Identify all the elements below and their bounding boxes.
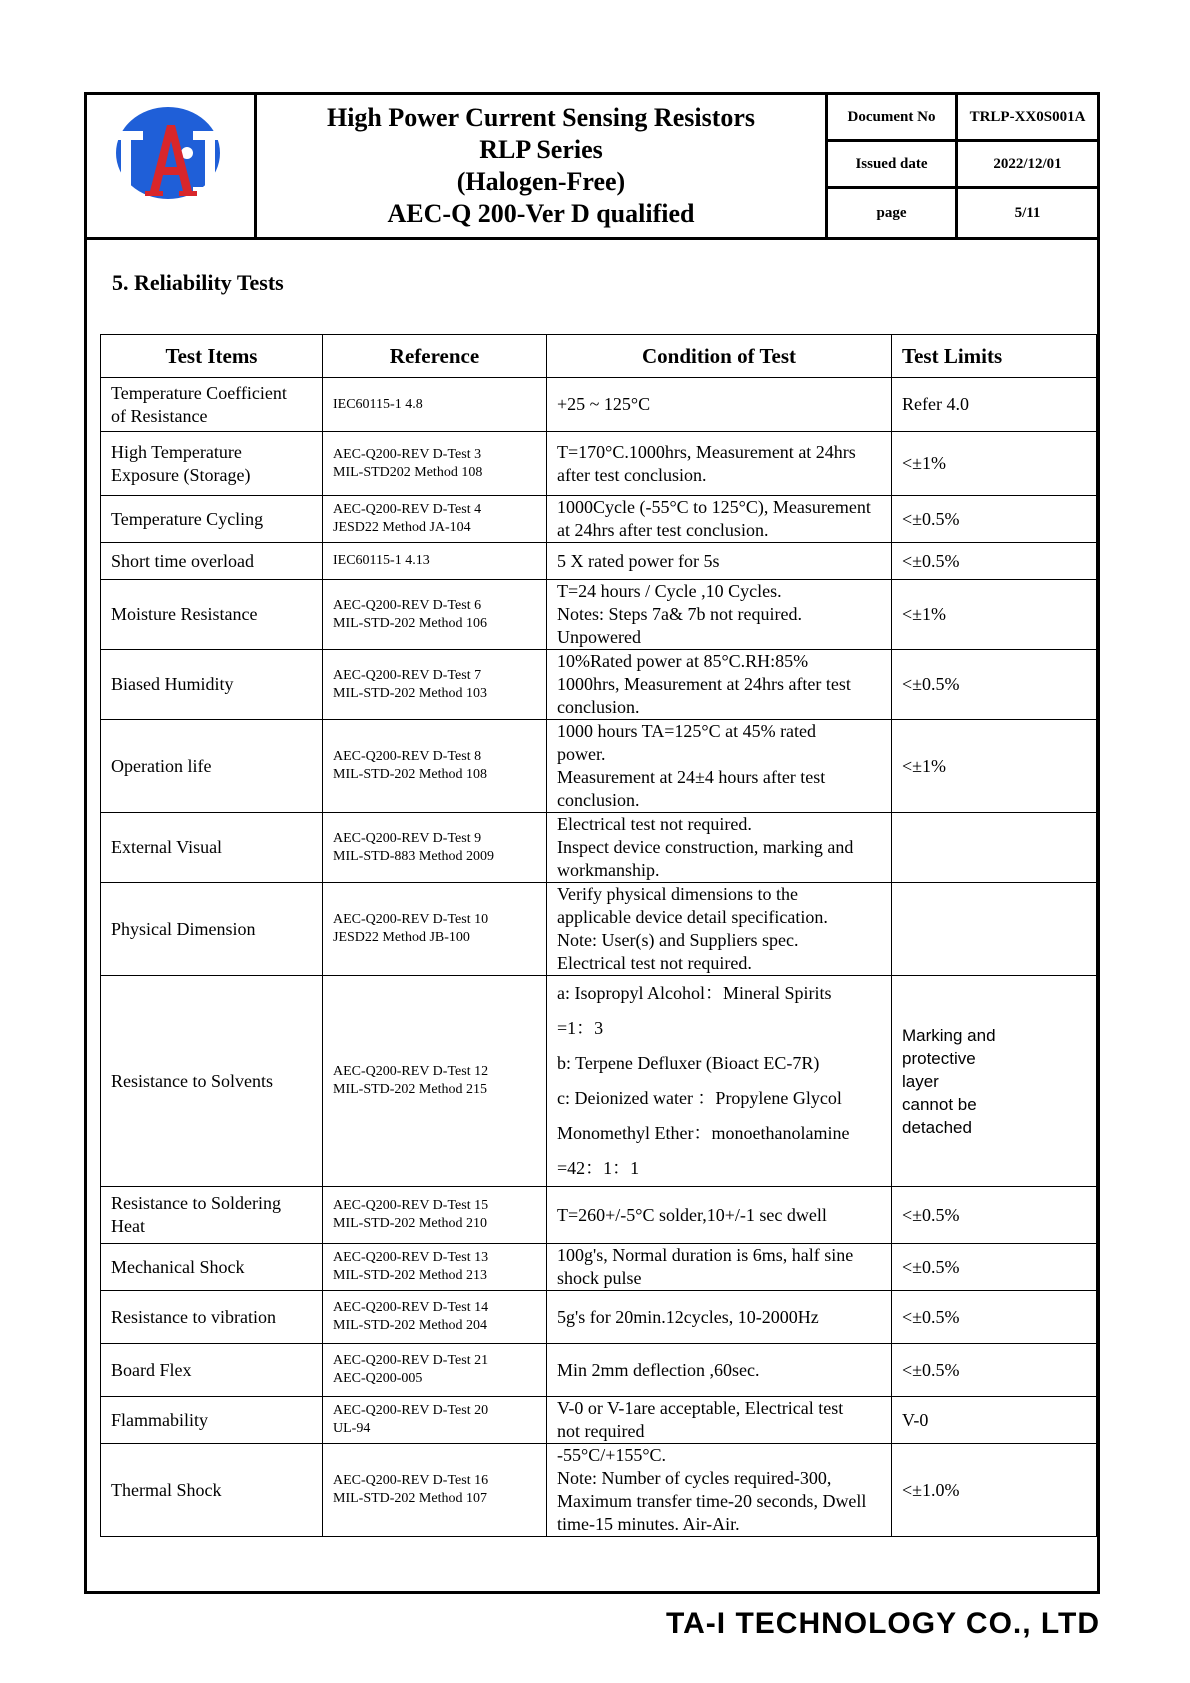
condition-line: Inspect device construction, marking and: [557, 837, 854, 857]
reference-cell: [323, 1187, 547, 1244]
condition-line: c: Deionized water ：Propylene Glycol: [557, 1088, 842, 1108]
title-line-4: AEC-Q 200-Ver D qualified: [387, 199, 695, 228]
condition-line: Note: Number of cycles required-300,: [557, 1468, 832, 1488]
document-number: TRLP-XX0S001A: [969, 108, 1086, 125]
condition-cell: [547, 432, 892, 496]
test-item-cell: [101, 976, 323, 1187]
table-row: [101, 1397, 1097, 1444]
condition-line: Measurement at 24±4 hours after test: [557, 767, 826, 787]
test-limit-cell: [892, 1187, 1097, 1244]
test-limit-line: <±1%: [902, 604, 947, 624]
condition-cell: [547, 580, 892, 650]
reference-line: UL-94: [333, 1421, 371, 1436]
test-limit-line: Refer 4.0: [902, 394, 969, 414]
reference-line: MIL-STD-202 Method 107: [333, 1491, 487, 1506]
condition-line: 10%Rated power at 85°C.RH:85%: [557, 651, 809, 671]
test-limit-cell: [892, 813, 1097, 883]
test-limit-line: layer: [902, 1071, 939, 1091]
test-limit-line: <±0.5%: [902, 508, 960, 529]
condition-cell: [547, 720, 892, 813]
reference-line: IEC60115-1 4.13: [333, 553, 430, 568]
condition-line: Min 2mm deflection ,60sec.: [557, 1359, 760, 1380]
test-item-cell: [101, 883, 323, 976]
condition-line: shock pulse: [557, 1268, 642, 1288]
test-limit-cell: [892, 650, 1097, 720]
table-row: [101, 1291, 1097, 1344]
reference-line: MIL-STD-202 Method 108: [333, 767, 487, 782]
table-row: [101, 720, 1097, 813]
reference-cell: [323, 496, 547, 543]
condition-cell: [547, 813, 892, 883]
table-header-row: [101, 335, 1097, 378]
test-item-cell: [101, 1244, 323, 1291]
test-item-line: External Visual: [111, 837, 223, 857]
section-title: 5. Reliability Tests: [112, 270, 284, 295]
condition-cell: [547, 1397, 892, 1444]
reference-line: MIL-STD202 Method 108: [333, 464, 483, 480]
condition-line: Electrical test not required.: [557, 814, 752, 834]
company-logo: [105, 105, 237, 217]
condition-cell: [547, 378, 892, 432]
condition-line: T=170°C.1000hrs, Measurement at 24hrs: [557, 441, 856, 462]
table-row: [101, 1444, 1097, 1537]
condition-line: a: Isopropyl Alcohol：Mineral Spirits: [557, 983, 832, 1003]
meta-label: page: [828, 189, 958, 237]
test-limit-cell: [892, 720, 1097, 813]
reference-line: MIL-STD-202 Method 103: [333, 685, 487, 701]
condition-line: 1000Cycle (-55°C to 125°C), Measurement: [557, 497, 871, 517]
table-row: [101, 432, 1097, 496]
condition-line: Unpowered: [557, 627, 641, 647]
reference-cell: [323, 976, 547, 1187]
table-row: [101, 976, 1097, 1187]
condition-line: =1：3: [557, 1018, 604, 1038]
test-item-line: Biased Humidity: [111, 674, 234, 694]
column-header: Condition of Test: [547, 335, 892, 378]
table-row: [101, 883, 1097, 976]
condition-line: workmanship.: [557, 860, 660, 880]
test-limit-line: <±0.5%: [902, 1256, 960, 1277]
test-item-line: Resistance to Soldering: [111, 1193, 281, 1213]
meta-row-document-no: [828, 95, 1097, 142]
test-limit-cell: [892, 1397, 1097, 1444]
condition-cell: [547, 1344, 892, 1397]
document-meta: [828, 95, 1097, 237]
test-item-line: Resistance to vibration: [111, 1306, 276, 1327]
condition-line: V-0 or V-1are acceptable, Electrical test: [557, 1398, 844, 1418]
condition-cell: [547, 650, 892, 720]
test-limit-line: cannot be: [902, 1094, 977, 1114]
condition-line: Notes: Steps 7a& 7b not required.: [557, 604, 802, 624]
reference-line: AEC-Q200-REV D-Test 10: [333, 912, 489, 927]
test-limit-line: Marking and: [902, 1025, 996, 1045]
reference-cell: [323, 720, 547, 813]
reference-cell: [323, 1291, 547, 1344]
test-limit-line: <±0.5%: [902, 1306, 960, 1327]
reference-line: MIL-STD-202 Method 215: [333, 1082, 487, 1097]
reference-line: AEC-Q200-REV D-Test 7: [333, 667, 482, 683]
test-item-cell: [101, 720, 323, 813]
test-item-line: Operation life: [111, 755, 212, 776]
reference-line: AEC-Q200-REV D-Test 15: [333, 1198, 489, 1213]
reference-line: AEC-Q200-REV D-Test 3: [333, 446, 482, 462]
condition-line: Maximum transfer time-20 seconds, Dwell: [557, 1491, 867, 1511]
test-limit-cell: [892, 432, 1097, 496]
title-line-3: (Halogen-Free): [456, 167, 626, 196]
test-item-cell: [101, 813, 323, 883]
table-row: [101, 1187, 1097, 1244]
column-header: Reference: [323, 335, 547, 378]
test-item-cell: [101, 1344, 323, 1397]
reference-line: MIL-STD-202 Method 106: [333, 615, 487, 631]
test-item-line: Thermal Shock: [111, 1479, 222, 1500]
test-limit-cell: [892, 1444, 1097, 1537]
reference-cell: [323, 1444, 547, 1537]
test-limit-line: protective: [902, 1048, 976, 1068]
document-header: [87, 95, 1097, 240]
table-row: [101, 1244, 1097, 1291]
company-footer: TA-I TECHNOLOGY CO., LTD: [666, 1607, 1100, 1640]
condition-cell: [547, 883, 892, 976]
logo-cell: [87, 95, 257, 237]
test-limit-cell: [892, 1344, 1097, 1397]
reference-line: AEC-Q200-REV D-Test 20: [333, 1403, 489, 1418]
meta-row-issued-date: [828, 142, 1097, 189]
test-limit-line: <±0.5%: [902, 550, 960, 571]
test-item-line: of Resistance: [111, 405, 208, 426]
test-limit-cell: [892, 1291, 1097, 1344]
condition-cell: [547, 1291, 892, 1344]
test-item-cell: [101, 378, 323, 432]
test-limit-line: <±0.5%: [902, 1359, 960, 1380]
condition-cell: [547, 1187, 892, 1244]
test-item-cell: [101, 580, 323, 650]
test-limit-cell: [892, 378, 1097, 432]
condition-line: T=24 hours / Cycle ,10 Cycles.: [557, 581, 782, 601]
test-item-cell: [101, 1397, 323, 1444]
reference-line: AEC-Q200-REV D-Test 13: [333, 1250, 489, 1265]
condition-line: time-15 minutes. Air-Air.: [557, 1514, 740, 1534]
test-limit-line: V-0: [902, 1409, 929, 1430]
table-row: [101, 650, 1097, 720]
condition-line: at 24hrs after test conclusion.: [557, 520, 769, 540]
condition-line: Electrical test not required.: [557, 953, 752, 973]
reference-cell: [323, 1244, 547, 1291]
condition-cell: [547, 496, 892, 543]
condition-line: =42：1：1: [557, 1158, 640, 1178]
condition-cell: [547, 976, 892, 1187]
test-item-cell: [101, 543, 323, 580]
test-item-cell: [101, 432, 323, 496]
meta-label: Issued date: [828, 142, 958, 186]
table-row: [101, 580, 1097, 650]
reference-line: AEC-Q200-REV D-Test 12: [333, 1064, 489, 1079]
issued-date: 2022/12/01: [993, 155, 1062, 172]
reference-line: AEC-Q200-REV D-Test 14: [333, 1300, 489, 1315]
meta-row-page: [828, 189, 1097, 237]
title-line-2: RLP Series: [479, 135, 603, 164]
reference-line: JESD22 Method JB-100: [333, 930, 470, 945]
test-limit-cell: [892, 496, 1097, 543]
reference-line: AEC-Q200-REV D-Test 9: [333, 830, 482, 846]
test-item-line: Temperature Coefficient: [111, 382, 287, 403]
test-limit-cell: [892, 580, 1097, 650]
test-item-cell: [101, 650, 323, 720]
table-row: [101, 1344, 1097, 1397]
reference-cell: [323, 378, 547, 432]
condition-line: 5g's for 20min.12cycles, 10-2000Hz: [557, 1306, 819, 1327]
page-number: 5/11: [1014, 204, 1041, 221]
condition-line: conclusion.: [557, 697, 640, 717]
table-row: [101, 813, 1097, 883]
reference-cell: [323, 813, 547, 883]
condition-line: T=260+/-5°C solder,10+/-1 sec dwell: [557, 1204, 827, 1225]
condition-cell: [547, 1444, 892, 1537]
test-item-line: Board Flex: [111, 1359, 192, 1380]
reference-line: MIL-STD-202 Method 204: [333, 1318, 487, 1333]
condition-line: 1000 hours TA=125°C at 45% rated: [557, 721, 817, 741]
condition-line: 5 X rated power for 5s: [557, 550, 720, 571]
condition-cell: [547, 543, 892, 580]
test-limit-line: <±1%: [902, 453, 947, 473]
test-limit-line: <±1%: [902, 755, 947, 776]
condition-line: 100g's, Normal duration is 6ms, half sine: [557, 1245, 854, 1265]
test-item-line: Moisture Resistance: [111, 604, 258, 624]
reference-line: AEC-Q200-REV D-Test 6: [333, 597, 482, 613]
test-item-line: Mechanical Shock: [111, 1256, 245, 1277]
reference-cell: [323, 432, 547, 496]
reference-cell: [323, 1397, 547, 1444]
condition-line: after test conclusion.: [557, 464, 707, 485]
condition-cell: [547, 1244, 892, 1291]
meta-label: Document No: [828, 95, 958, 139]
condition-line: Note: User(s) and Suppliers spec.: [557, 930, 799, 950]
document-title: [257, 95, 828, 237]
condition-line: Verify physical dimensions to the: [557, 884, 798, 904]
reference-cell: [323, 543, 547, 580]
reference-line: AEC-Q200-REV D-Test 8: [333, 749, 482, 764]
reference-line: MIL-STD-202 Method 210: [333, 1216, 487, 1231]
reliability-tests-table: [100, 334, 1097, 1537]
table-row: [101, 543, 1097, 580]
condition-line: b: Terpene Defluxer (Bioact EC-7R): [557, 1053, 820, 1073]
test-item-line: Temperature Cycling: [111, 508, 264, 529]
title-line-1: High Power Current Sensing Resistors: [326, 103, 756, 132]
reference-line: MIL-STD-883 Method 2009: [333, 848, 494, 864]
reference-cell: [323, 580, 547, 650]
reference-line: IEC60115-1 4.8: [333, 396, 423, 412]
test-item-cell: [101, 1291, 323, 1344]
test-limit-line: <±1.0%: [902, 1479, 960, 1500]
test-item-line: Resistance to Solvents: [111, 1070, 273, 1091]
condition-line: not required: [557, 1421, 645, 1441]
test-limit-line: detached: [902, 1117, 972, 1137]
reference-line: AEC-Q200-REV D-Test 16: [333, 1473, 489, 1488]
test-item-line: Short time overload: [111, 550, 254, 571]
test-item-cell: [101, 1444, 323, 1537]
column-header: Test Items: [101, 335, 323, 378]
test-item-line: Heat: [111, 1216, 145, 1236]
table-row: [101, 378, 1097, 432]
test-item-line: Flammability: [111, 1409, 208, 1430]
test-limit-cell: [892, 883, 1097, 976]
condition-line: +25 ~ 125°C: [557, 394, 651, 414]
test-item-line: Physical Dimension: [111, 918, 256, 939]
column-header: Test Limits: [892, 335, 1097, 378]
document-frame: [84, 92, 1100, 1594]
test-limit-cell: [892, 976, 1097, 1187]
test-limit-cell: [892, 543, 1097, 580]
test-limit-cell: [892, 1244, 1097, 1291]
test-limit-line: <±0.5%: [902, 1204, 960, 1225]
condition-line: Monomethyl Ether：monoethanolamine: [557, 1123, 850, 1143]
test-limit-line: <±0.5%: [902, 674, 960, 694]
test-item-line: Exposure (Storage): [111, 464, 251, 485]
condition-line: 1000hrs, Measurement at 24hrs after test: [557, 674, 851, 694]
reference-line: AEC-Q200-REV D-Test 4: [333, 502, 482, 517]
condition-line: -55°C/+155°C.: [557, 1445, 667, 1465]
table-row: [101, 496, 1097, 543]
reference-line: AEC-Q200-005: [333, 1371, 423, 1386]
reference-cell: [323, 1344, 547, 1397]
condition-line: power.: [557, 744, 606, 764]
test-item-cell: [101, 496, 323, 543]
reference-cell: [323, 650, 547, 720]
reference-line: AEC-Q200-REV D-Test 21: [333, 1353, 489, 1368]
reference-line: JESD22 Method JA-104: [333, 520, 471, 535]
condition-line: conclusion.: [557, 790, 640, 810]
condition-line: applicable device detail specification.: [557, 907, 828, 927]
test-item-line: High Temperature: [111, 441, 242, 462]
reference-line: MIL-STD-202 Method 213: [333, 1268, 487, 1283]
test-item-cell: [101, 1187, 323, 1244]
reference-cell: [323, 883, 547, 976]
